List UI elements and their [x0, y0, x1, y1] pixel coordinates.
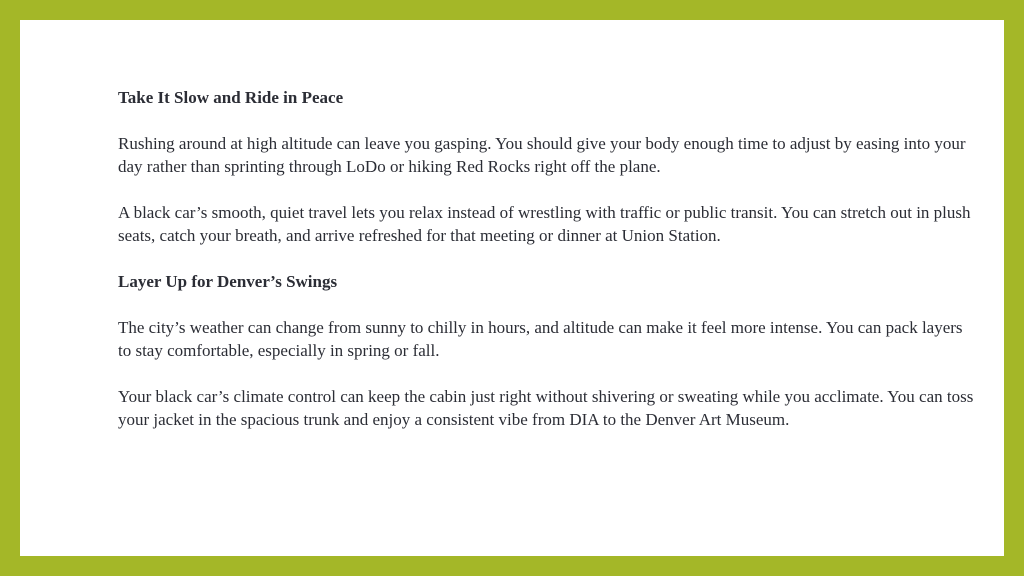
paragraph-climate-control: Your black car’s climate control can keep the cabin just right without shivering or sweating while you acclimate. You can toss your jacket in the spacious trunk and enjoy a consistent vibe from DIA to the Denver Art Museum. [118, 387, 974, 429]
section-heading-take-it-slow: Take It Slow and Ride in Peace [118, 88, 344, 107]
slide-frame [20, 20, 1004, 556]
section-heading-layer-up: Layer Up for Denver’s Swings [118, 272, 338, 291]
paragraph-black-car-travel: A black car’s smooth, quiet travel lets you relax instead of wrestling with traffic or public transit. You can stretch out in plush seats, catch your breath, and arrive refreshed for that meeting or dinner at Union Station. [118, 203, 971, 245]
paragraph-altitude-adjust: Rushing around at high altitude can leave you gasping. You should give your body enough time to adjust by easing into your day rather than sprinting through LoDo or hiking Red Rocks right off the plane. [118, 134, 966, 176]
slide-content [118, 86, 978, 454]
paragraph-weather-layers: The city’s weather can change from sunny to chilly in hours, and altitude can make it feel more intense. You can pack layers to stay comfortable, especially in spring or fall. [118, 318, 963, 360]
